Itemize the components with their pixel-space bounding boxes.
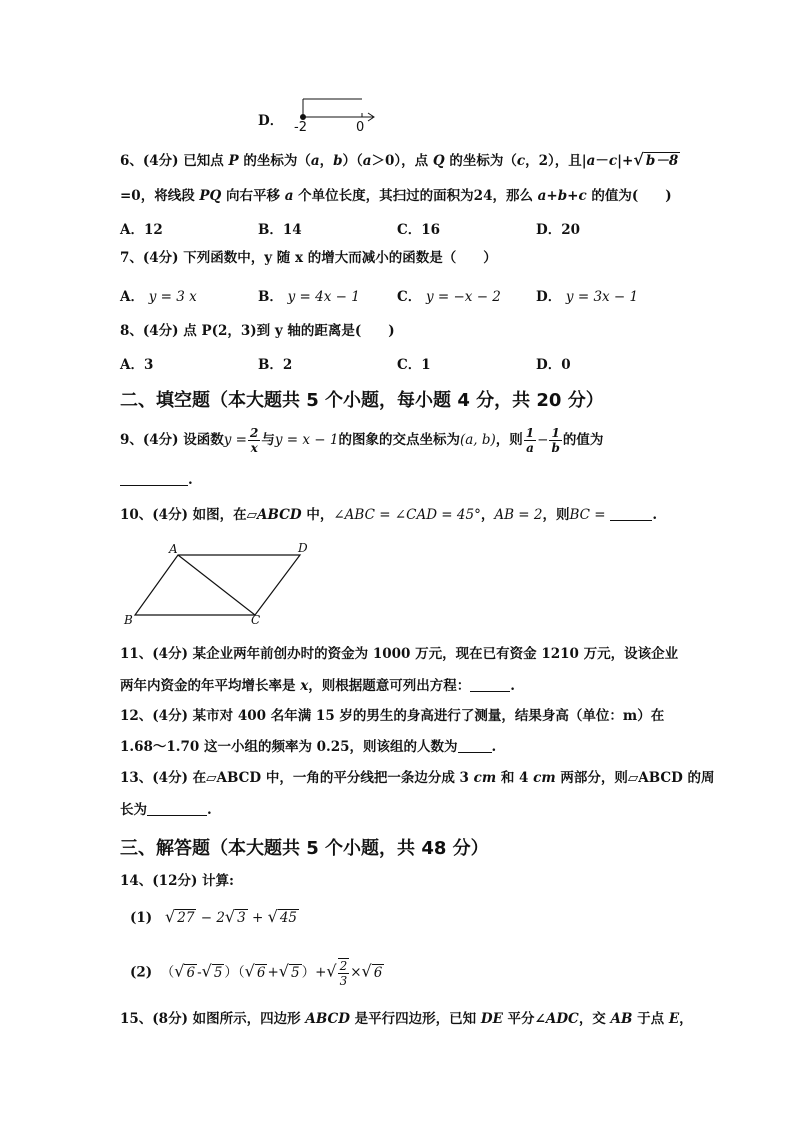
q6-option-a: A．12 [120,222,163,238]
q11-line1: 11、(4分) 某企业两年前创办时的资金为 1000 万元，现在已有资金 1210 万元，设该企业 [120,646,679,662]
axis-label-neg2: -2 [294,120,307,135]
q8-option-b: B．2 [258,357,293,373]
q12-line2: 1.68～1.70 这一小组的频率为 0.25，则该组的人数为 . [120,739,497,755]
q13-line1: 13、(4分) 在▱ABCD 中，一角的平分线把一条边分成 3 cm 和 4 cm 两部分，则▱ABCD 的周 [120,770,715,786]
q10-line: 10、(4分) 如图，在▱ABCD 中，∠ABC = ∠CAD = 45°，AB = 2，则BC = . [120,507,658,523]
q11-answer-blank[interactable] [470,677,510,692]
q8-option-a: A．3 [120,357,154,373]
q14-stem: 14、(12分) 计算: [120,873,235,889]
q12-line1: 12、(4分) 某市对 400 名年满 15 岁的男生的身高进行了测量，结果身高（单位：m）在 [120,708,665,724]
q8-option-d: D．0 [536,357,571,373]
sqrt-b-minus-8: b－8 [645,153,679,169]
q7-option-b: B． y = 4x − 1 [258,289,360,305]
q13-answer-blank[interactable] [147,801,207,816]
q7-stem: 7、(4分) 下列函数中，y 随 x 的增大而减小的函数是（ ） [120,250,497,266]
vertex-b: B [124,613,133,627]
q7-option-a: A． y = 3 x [120,289,197,305]
fraction-1-over-b: $\frac{1}{b}$ [551,426,560,455]
q15-line1: 15、(8分) 如图所示，四边形 ABCD 是平行四边形，已知 DE 平分∠ADC，交 AB 于点 E， [120,1011,693,1027]
fraction-1-over-a: $\frac{1}{a}$ [525,426,535,455]
q12-answer-blank[interactable] [458,738,492,753]
vertex-a: A [169,542,178,556]
q6-line2: =0，将线段 PQ 向右平移 a 个单位长度，其扫过的面积为24，那么 a+b+c 的值为( ) [120,188,672,204]
section-heading-solve: 三、解答题（本大题共 5 个小题，共 48 分） [120,838,489,859]
q8-option-c: C．1 [397,357,431,373]
q6-option-c: C．16 [397,222,441,238]
q14-part1: (1) √ 27 − 2√ 3 + √ 45 [130,907,298,926]
q14-part2: (2) （√ 6 -√ 5 ）（√ 6 +√ 5 ）+√ $\frac{2}{3}$ ×√ 6 [130,959,383,988]
section-heading-fill-in: 二、填空题（本大题共 5 个小题，每小题 4 分，共 20 分） [120,390,604,411]
q6-line1: 6、(4分) 已知点 P 的坐标为（a，b）（a＞0），点 Q 的坐标为（c，2），且|a－c|+√ b－8 [120,150,679,169]
q9-answer-blank[interactable]: . [120,470,193,490]
q13-line2: 长为 . [120,802,212,818]
vertex-c: C [251,613,261,627]
q6-option-b: B．14 [258,222,302,238]
q7-option-c: C． y = −x − 2 [397,289,501,305]
vertex-d: D [298,541,308,555]
fraction-2-over-x: $\frac{2}{x}$ [250,426,259,455]
q11-line2: 两年内资金的年平均增长率是 x，则根据题意可列出方程： . [120,678,515,694]
q7-option-d: D． y = 3x − 1 [536,289,639,305]
q9-line1: 9、(4分) 设函数y = $\frac{2}{x}$ 与y = x − 1的图象的交点坐标为(a, b)，则 $\frac{1}{a}$ − $\frac{1}{b}$ 的值为 [120,426,604,455]
number-line [258,96,388,130]
q5-option-d [258,108,388,138]
q8-stem: 8、(4分) 点 P(2，3)到 y 轴的距离是( ) [120,323,395,339]
q6-option-d: D．20 [536,222,580,238]
q10-answer-blank[interactable] [610,506,652,521]
parallelogram-figure [120,540,320,632]
q5-option-d-label: D． [258,113,284,129]
axis-label-zero: 0 [356,120,365,135]
